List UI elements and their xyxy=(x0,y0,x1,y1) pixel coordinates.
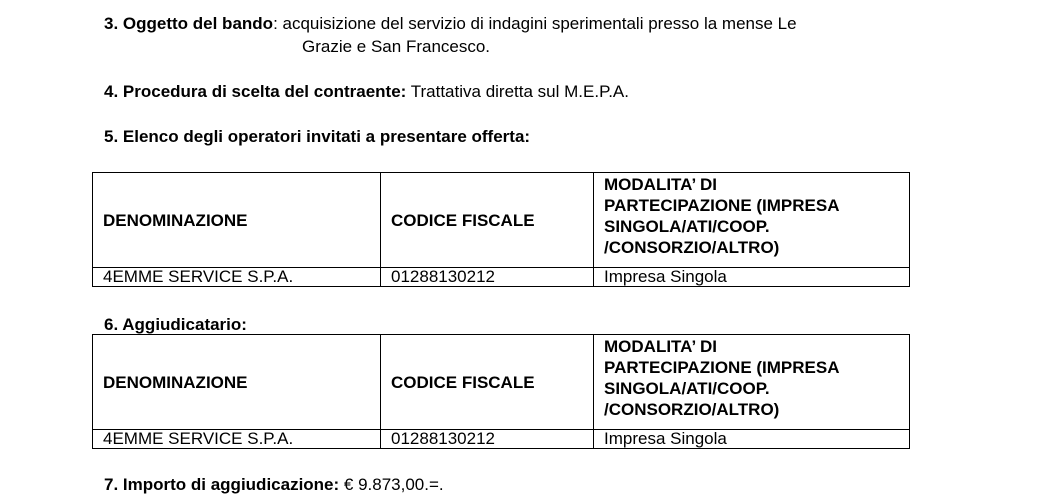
header-modalita-line: /CONSORZIO/ALTRO) xyxy=(604,238,780,257)
table-row xyxy=(93,268,910,287)
header-modalita-line: MODALITA’ DI xyxy=(604,175,718,194)
section-7-label: 7. Importo di aggiudicazione: xyxy=(104,475,340,494)
section-4-line xyxy=(104,82,629,102)
cell-modalita: Impresa Singola xyxy=(594,430,910,449)
header-modalita-line: SINGOLA/ATI/COOP. xyxy=(604,379,770,398)
header-modalita-line: /CONSORZIO/ALTRO) xyxy=(604,400,780,419)
header-codice-fiscale: CODICE FISCALE xyxy=(381,335,594,430)
header-modalita-line: SINGOLA/ATI/COOP. xyxy=(604,217,770,236)
header-denominazione: DENOMINAZIONE xyxy=(93,173,381,268)
section-7-line xyxy=(104,475,444,495)
awarded-table xyxy=(92,334,910,449)
section-3-label: 3. Oggetto del bando xyxy=(104,14,274,33)
invited-operators-table xyxy=(92,172,910,287)
section-4-text: Trattativa diretta sul M.E.P.A. xyxy=(406,82,629,101)
section-5-label: 5. Elenco degli operatori invitati a presentare offerta: xyxy=(104,127,531,146)
section-3-line-1 xyxy=(104,14,797,34)
section-4-label: 4. Procedura di scelta del contraente: xyxy=(104,82,407,101)
table-header-row xyxy=(93,335,910,430)
header-codice-fiscale: CODICE FISCALE xyxy=(381,173,594,268)
cell-denominazione: 4EMME SERVICE S.P.A. xyxy=(93,268,381,287)
header-modalita-line: PARTECIPAZIONE (IMPRESA xyxy=(604,358,840,377)
header-modalita xyxy=(594,173,910,268)
section-3-text: : acquisizione del servizio di indagini sperimentali presso la mense Le xyxy=(273,14,797,33)
header-modalita xyxy=(594,335,910,430)
table-header-row xyxy=(93,173,910,268)
section-7-amount: € 9.873,00.=. xyxy=(339,475,444,494)
cell-modalita: Impresa Singola xyxy=(594,268,910,287)
header-modalita-line: PARTECIPAZIONE (IMPRESA xyxy=(604,196,840,215)
section-6-label: 6. Aggiudicatario: xyxy=(104,315,247,334)
header-denominazione: DENOMINAZIONE xyxy=(93,335,381,430)
header-modalita-line: MODALITA’ DI xyxy=(604,337,718,356)
cell-codice-fiscale: 01288130212 xyxy=(381,430,594,449)
section-3-text-continued: Grazie e San Francesco. xyxy=(302,37,491,56)
cell-denominazione: 4EMME SERVICE S.P.A. xyxy=(93,430,381,449)
cell-codice-fiscale: 01288130212 xyxy=(381,268,594,287)
table-row xyxy=(93,430,910,449)
